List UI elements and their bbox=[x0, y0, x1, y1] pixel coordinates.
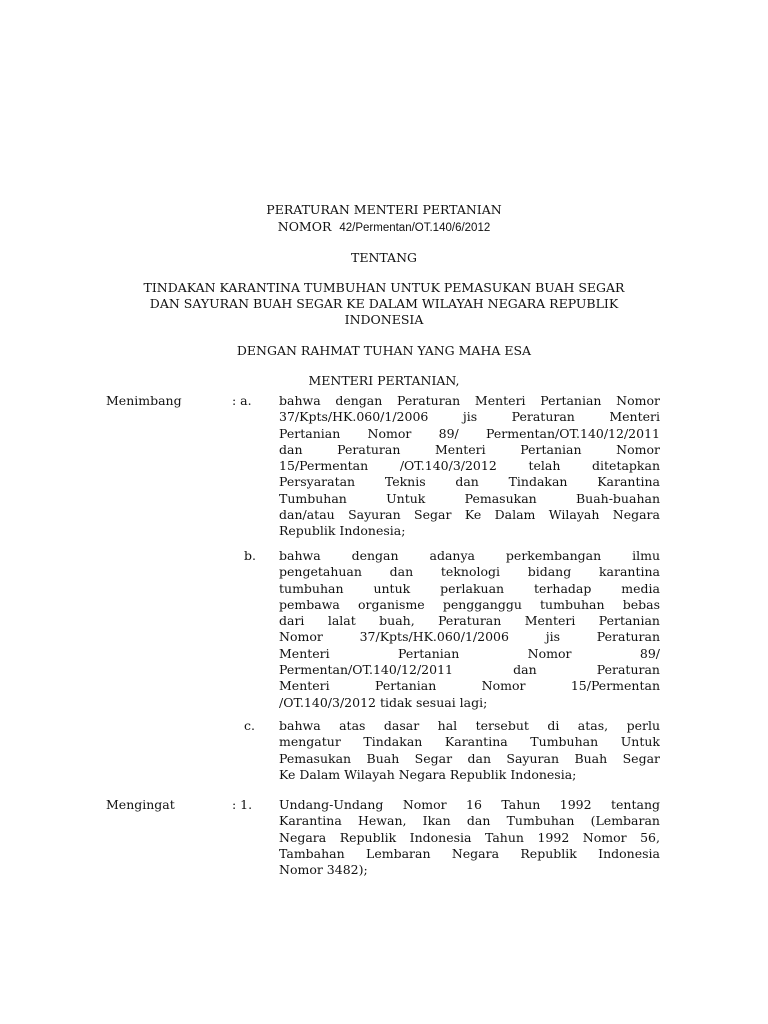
paragraph-line: Menteri Pertanian Nomor 15/Permentan bbox=[279, 678, 660, 694]
regulation-number bbox=[0, 219, 768, 236]
paragraph-line: Pemasukan Buah Segar dan Sayuran Buah Segar bbox=[279, 750, 660, 766]
paragraph-line: bahwa atas dasar hal tersebut di atas, perlu bbox=[279, 718, 660, 733]
paragraph-line: 37/Kpts/HK.060/1/2006 jis Peraturan Menteri bbox=[279, 409, 660, 425]
paragraph-line: dan Peraturan Menteri Pertanian Nomor bbox=[279, 441, 660, 457]
paragraph-line: bahwa dengan adanya perkembangan ilmu bbox=[279, 548, 660, 563]
paragraph-line: mengatur Tindakan Karantina Tumbuhan Untuk bbox=[279, 734, 660, 750]
subject-line-2: DAN SAYURAN BUAH SEGAR KE DALAM WILAYAH NEGARA REPUBLIK bbox=[149, 296, 619, 311]
paragraph-line: pembawa organisme pengganggu tumbuhan bebas bbox=[279, 596, 660, 612]
paragraph-line: /OT.140/3/2012 tidak sesuai lagi; bbox=[279, 694, 488, 710]
subject-line-3: INDONESIA bbox=[344, 312, 424, 327]
paragraph-line: Republik Indonesia; bbox=[279, 523, 406, 539]
invocation: DENGAN RAHMAT TUHAN YANG MAHA ESA bbox=[236, 343, 532, 358]
paragraph-line: Ke Dalam Wilayah Negara Republik Indonesia; bbox=[279, 766, 577, 782]
menimbang-item-a bbox=[279, 393, 660, 540]
issuer: MENTERI PERTANIAN, bbox=[308, 373, 460, 388]
paragraph-line: Negara Republik Indonesia Tahun 1992 Nomor 56, bbox=[279, 829, 660, 845]
number-label: NOMOR bbox=[277, 219, 332, 234]
paragraph-line: Tumbuhan Untuk Pemasukan Buah-buahan bbox=[279, 490, 660, 506]
paragraph-line: Menteri Pertanian Nomor 89/ bbox=[279, 645, 660, 661]
menimbang-marker-a: : a. bbox=[232, 393, 252, 408]
number-value: 42/Permentan/OT.140/6/2012 bbox=[339, 222, 491, 234]
subject-line-1: TINDAKAN KARANTINA TUMBUHAN UNTUK PEMASUKAN BUAH SEGAR bbox=[143, 280, 625, 295]
paragraph-line: dan/atau Sayuran Segar Ke Dalam Wilayah Negara bbox=[279, 507, 660, 523]
paragraph-line: 15/Permentan /OT.140/3/2012 telah ditetapkan bbox=[279, 458, 660, 474]
paragraph-line: Persyaratan Teknis dan Tindakan Karantina bbox=[279, 474, 660, 490]
menimbang-item-c bbox=[279, 718, 660, 783]
mengingat-marker-1: : 1. bbox=[232, 797, 253, 812]
mengingat-label: Mengingat bbox=[106, 797, 175, 812]
menimbang-marker-b: b. bbox=[244, 548, 256, 563]
tentang-heading: TENTANG bbox=[350, 250, 417, 265]
paragraph-line: dari lalat buah, Peraturan Menteri Pertanian bbox=[279, 613, 660, 629]
paragraph-line: tumbuhan untuk perlakuan terhadap media bbox=[279, 580, 660, 596]
paragraph-line: Pertanian Nomor 89/ Permentan/OT.140/12/2011 bbox=[279, 425, 660, 441]
menimbang-marker-c: c. bbox=[244, 718, 255, 733]
regulation-title: PERATURAN MENTERI PERTANIAN bbox=[266, 202, 502, 217]
menimbang-label: Menimbang bbox=[106, 393, 182, 408]
paragraph-line: pengetahuan dan teknologi bidang karantina bbox=[279, 564, 660, 580]
mengingat-item-1 bbox=[279, 797, 660, 878]
paragraph-line: Undang-Undang Nomor 16 Tahun 1992 tentang bbox=[279, 797, 660, 812]
paragraph-line: bahwa dengan Peraturan Menteri Pertanian Nomor bbox=[279, 393, 660, 408]
paragraph-line: Permentan/OT.140/12/2011 dan Peraturan bbox=[279, 662, 660, 678]
paragraph-line: Tambahan Lembaran Negara Republik Indonesia bbox=[279, 845, 660, 861]
paragraph-line: Karantina Hewan, Ikan dan Tumbuhan (Lembaran bbox=[279, 813, 660, 829]
paragraph-line: Nomor 37/Kpts/HK.060/1/2006 jis Peraturan bbox=[279, 629, 660, 645]
menimbang-item-b bbox=[279, 548, 660, 711]
paragraph-line: Nomor 3482); bbox=[279, 862, 368, 878]
